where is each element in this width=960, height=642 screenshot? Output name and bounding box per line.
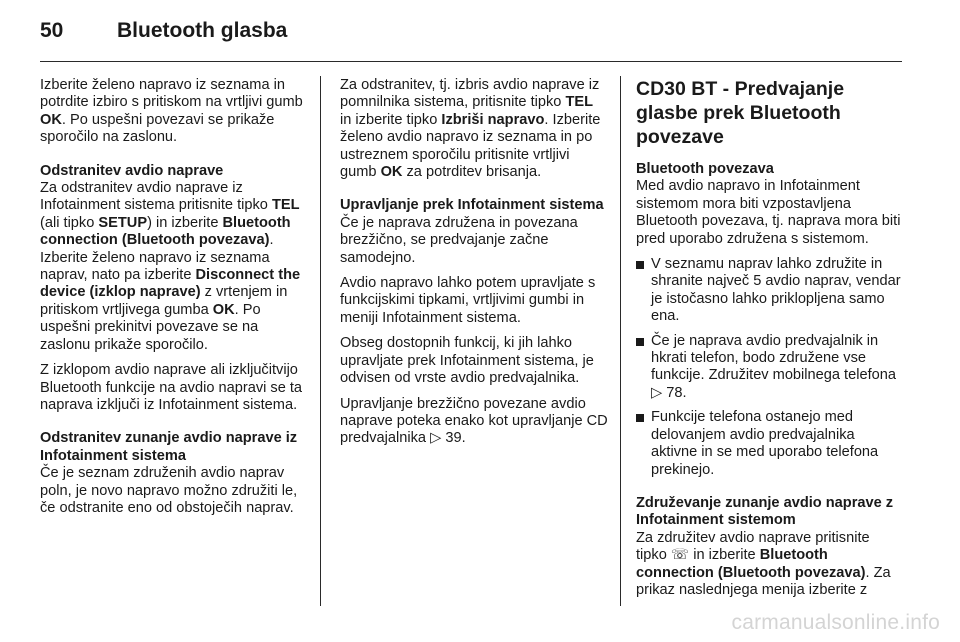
paragraph: Z izklopom avdio naprave ali izključitvijo Bluetooth funkcije na avdio napravi se ta naprava izključi iz Infotainment sistema. [40,362,303,413]
paragraph: Za odstranitev, tj. izbris avdio naprave iz pomnilnika sistema, pritisnite tipko TEL in izberite tipko Izbriši napravo. Izberite želeno avdio napravo iz seznama in po ustreznem sporočilu pritisnite vrtljivi gumb OK za potrditev brisanja. [340,77,601,181]
column-2 [340,77,608,456]
paragraph: Med avdio napravo in Infotainment sistemom mora biti vzpostavljena Bluetooth povezava, tj. naprava mora biti pred uporabo združena s sistemom. [636,178,901,247]
page-number: 50 [40,19,64,42]
watermark: carmanualsonline.info [731,611,940,634]
column-3 [636,77,904,607]
list-item: V seznamu naprav lahko združite in shranite največ 5 avdio naprav, vendar je istočasno lahko priklopljena samo ena. [636,256,904,326]
column-1 [40,77,308,525]
paragraph: Avdio napravo lahko potem upravljate s funkcijskimi tipkami, vrtljivimi gumbi in meniji Infotainment sistema. [340,275,596,326]
section-heading-remove-device: Odstranitev avdio naprave [40,162,224,179]
section-heading-pairing: Združevanje zunanje avdio naprave z Infotainment sistemom [636,494,894,529]
column-divider-2 [620,76,621,606]
paragraph: Izberite želeno napravo iz seznama in potrdite izbiro s pritiskom na vrtljivi gumb OK. Po uspešni povezavi se prikaže sporočilo na zaslonu. [40,77,303,146]
paragraph: Če je seznam združenih avdio naprav poln, je novo napravo možno združiti le, če odstranite eno od obstoječih naprav. [40,465,298,516]
phone-key-icon: ☏ [670,547,690,564]
paragraph: Za odstranitev avdio naprave iz Infotainment sistema pritisnite tipko TEL (ali tipko SETUP) in izberite Bluetooth connection (Bluetooth povezava). Izberite želeno napravo iz seznama naprav, nato pa izberite Disconnect the device (izklop naprave) z vrtenjem in pritiskom vrtljivega gumba OK. Po uspešni prekinitvi povezave se na zaslonu prikaže sporočilo. [40,180,301,353]
paragraph: Obseg dostopnih funkcij, ki jih lahko upravljate prek Infotainment sistema, je odvisen od vrste avdio predvajalnika. [340,335,594,387]
paragraph: Za združitev avdio naprave pritisnite tipko ☏ in izberite Bluetooth connection (Bluetooth povezava). Za prikaz naslednjega menija izberite z [636,529,891,598]
paragraph: Upravljanje brezžično povezane avdio naprave poteka enako kot upravljanje CD predvajalnika ▷ 39. [340,395,608,447]
column-divider-1 [320,76,321,606]
list-item: Če je naprava avdio predvajalnik in hkrati telefon, bodo združene vse funkcije. Združitev mobilnega telefona ▷ 78. [636,333,904,403]
section-heading-infotainment-control: Upravljanje prek Infotainment sistema [340,197,604,214]
paragraph: Če je naprava združena in povezana brezžično, se predvajanje začne samodejno. [340,214,578,266]
section-heading-bluetooth-connection: Bluetooth povezava [636,161,774,177]
page-title: Bluetooth glasba [117,19,288,42]
list-item: Funkcije telefona ostanejo med delovanjem avdio predvajalnika aktivne in se med uporabo telefona prekinejo. [636,409,904,479]
bullet-list [636,256,904,479]
section-heading-remove-external-device: Odstranitev zunanje avdio naprave iz Infotainment sistema [40,430,298,464]
section-title: CD30 BT - Predvajanje glasbe prek Bluetooth povezave [636,78,845,148]
header-rule [40,61,902,62]
page-reference-icon: ▷ [430,430,442,447]
page-reference-icon: ▷ [651,384,663,401]
